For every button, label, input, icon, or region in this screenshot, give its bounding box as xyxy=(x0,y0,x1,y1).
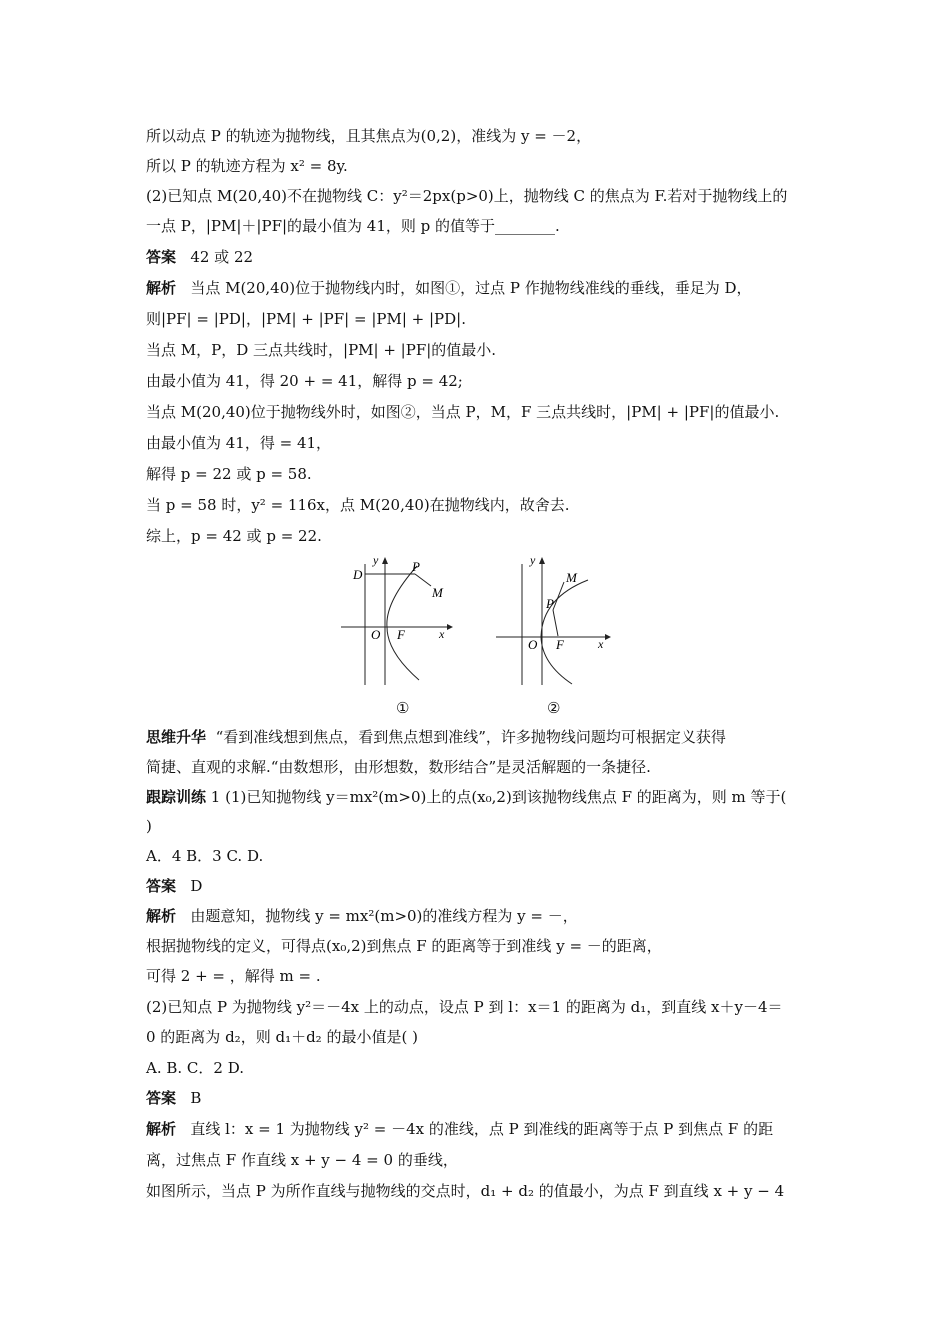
text-line: 当点 M(20,40)位于抛物线外时，如图②，当点 P，M，F 三点共线时，|PM| + |PF|的值最小. xyxy=(146,403,780,421)
label-o: O xyxy=(528,637,538,652)
answer-label: 答案 xyxy=(146,877,177,895)
answer-label: 答案 xyxy=(146,248,177,266)
segment-pm xyxy=(553,582,564,610)
options-line: A. B. C．2 D. xyxy=(146,1059,244,1077)
answer-line xyxy=(146,875,810,897)
text-line: 当 p = 58 时，y² = 116x，点 M(20,40)在抛物线内，故舍去. xyxy=(146,496,570,514)
label-o: O xyxy=(371,627,381,642)
summary-line xyxy=(146,726,810,748)
text-line: 由最小值为 41，得 = 41， xyxy=(146,434,332,452)
text-line: 所以动点 P 的轨迹为抛物线，且其焦点为(0,2)，准线为 y = －2， xyxy=(146,127,592,145)
options-line: A．4 B．3 C. D. xyxy=(146,847,264,865)
answer-line xyxy=(146,1087,810,1109)
label-d: D xyxy=(353,567,363,582)
text-line: 当点 M，P，D 三点共线时，|PM| + |PF|的值最小. xyxy=(146,341,497,359)
label-p: P xyxy=(546,596,554,611)
answer-value: B xyxy=(190,1089,202,1107)
label-y: y xyxy=(373,553,379,567)
analysis-text: 直线 l：x = 1 为抛物线 y² = －4x 的准线，点 P 到准线的距离等于点 P 到焦点 F 的距 xyxy=(190,1120,774,1138)
figure-1-caption: ① xyxy=(396,699,410,717)
summary-text: “看到准线想到焦点，看到焦点想到准线”，许多抛物线问题均可根据定义获得 xyxy=(215,728,726,746)
label-y: y xyxy=(530,553,536,567)
label-p: P xyxy=(412,559,420,574)
y-axis-arrow xyxy=(382,557,388,564)
label-x: x xyxy=(598,637,604,651)
text-line: 离，过焦点 F 作直线 x + y − 4 = 0 的垂线， xyxy=(146,1151,458,1169)
label-f: F xyxy=(556,637,564,652)
answer-value: D xyxy=(190,877,203,895)
answer-label: 答案 xyxy=(146,1089,177,1107)
label-x: x xyxy=(439,627,445,641)
analysis-label: 解析 xyxy=(146,907,177,925)
answer-value: 42 或 22 xyxy=(190,248,254,266)
analysis-text: 当点 M(20,40)位于抛物线内时，如图①，过点 P 作抛物线准线的垂线，垂足为 D， xyxy=(190,279,752,297)
parabola-figure-2 xyxy=(490,552,615,692)
label-m: M xyxy=(566,570,577,585)
text-line: (2)已知点 M(20,40)不在抛物线 C：y²＝2px(p>0)上，抛物线 C 的焦点为 F.若对于抛物线上的 xyxy=(146,187,788,205)
label-m: M xyxy=(432,585,443,600)
text-line: ) xyxy=(146,817,152,835)
figure-2-caption: ② xyxy=(547,699,561,717)
practice-label: 跟踪训练 xyxy=(146,788,207,806)
text-line: 所以 P 的轨迹方程为 x² = 8y. xyxy=(146,157,348,175)
text-line: 则|PF| = |PD|，|PM| + |PF| = |PM| + |PD|. xyxy=(146,310,466,328)
parabola-curve xyxy=(387,566,419,680)
analysis-line xyxy=(146,277,810,299)
text-line: 0 的距离为 d₂，则 d₁＋d₂ 的最小值是( ) xyxy=(146,1028,418,1046)
text-line: 如图所示，当点 P 为所作直线与抛物线的交点时，d₁ + d₂ 的值最小，为点 F 到直线 x + y − 4 xyxy=(146,1182,785,1200)
text-line: 一点 P，|PM|＋|PF|的最小值为 41，则 p 的值等于________. xyxy=(146,217,560,235)
text-line: 可得 2 + = ，解得 m = . xyxy=(146,967,321,985)
text-line: 简捷、直观的求解.“由数想形，由形想数，数形结合”是灵活解题的一条捷径. xyxy=(146,758,651,776)
text-line: 根据抛物线的定义，可得点(x₀,2)到焦点 F 的距离等于到准线 y = －的距离， xyxy=(146,937,662,955)
text-line: 由最小值为 41，得 20 + = 41，解得 p = 42; xyxy=(146,372,463,390)
summary-label: 思维升华 xyxy=(146,728,207,746)
text-line: 综上，p = 42 或 p = 22. xyxy=(146,527,322,545)
answer-line xyxy=(146,246,810,268)
label-f: F xyxy=(397,627,405,642)
practice-line xyxy=(146,786,810,808)
analysis-label: 解析 xyxy=(146,279,177,297)
text-line: 解得 p = 22 或 p = 58. xyxy=(146,465,312,483)
analysis-line xyxy=(146,905,810,927)
segment-pm xyxy=(415,574,431,586)
analysis-text: 由题意知，抛物线 y = mx²(m>0)的准线方程为 y = －， xyxy=(190,907,578,925)
segment-pf xyxy=(553,610,558,636)
x-axis-arrow xyxy=(447,624,453,630)
x-axis-arrow xyxy=(605,634,611,640)
text-line: (2)已知点 P 为抛物线 y²＝－4x 上的动点，设点 P 到 l：x＝1 的距离为 d₁，到直线 x＋y－4＝ xyxy=(146,998,783,1016)
practice-text: 1 (1)已知抛物线 y＝mx²(m>0)上的点(x₀,2)到该抛物线焦点 F 的距离为，则 m 等于( xyxy=(210,788,787,806)
y-axis-arrow xyxy=(539,557,545,564)
parabola-figure-1 xyxy=(335,552,455,692)
analysis-label: 解析 xyxy=(146,1120,177,1138)
analysis-line xyxy=(146,1118,810,1140)
